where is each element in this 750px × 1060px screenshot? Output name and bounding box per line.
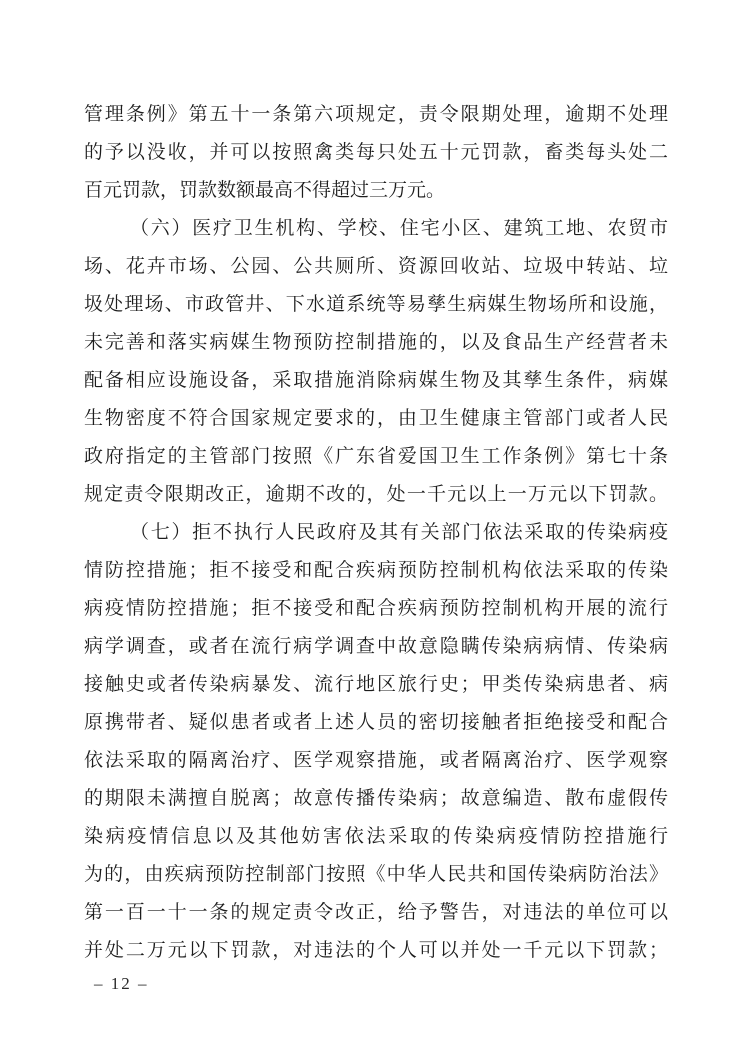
- text-line: 管理条例》第五十一条第六项规定，责令限期处理，逾期不处理: [84, 104, 668, 125]
- text-line: 依法采取的隔离治疗、医学观察措施，或者隔离治疗、医学观察: [84, 750, 668, 771]
- page-number: – 12 –: [94, 974, 149, 993]
- text-line: 第一百一十一条的规定责令改正，给予警告，对违法的单位可以: [84, 902, 668, 923]
- text-line: 染病疫情信息以及其他妨害依法采取的传染病疫情防控措施行: [84, 826, 668, 847]
- text-line: 接触史或者传染病暴发、流行地区旅行史；甲类传染病患者、病: [84, 674, 668, 695]
- text-line: 病学调查，或者在流行病学调查中故意隐瞒传染病病情、传染病: [84, 636, 668, 657]
- text-line: 配备相应设施设备，采取措施消除病媒生物及其孳生条件，病媒: [84, 370, 668, 391]
- text-line: 病疫情防控措施；拒不接受和配合疾病预防控制机构开展的流行: [84, 598, 668, 619]
- text-line: 生物密度不符合国家规定要求的，由卫生健康主管部门或者人民: [84, 408, 668, 429]
- text-line: （七）拒不执行人民政府及其有关部门依法采取的传染病疫: [130, 522, 668, 543]
- text-line: 未完善和落实病媒生物预防控制措施的，以及食品生产经营者未: [84, 332, 668, 353]
- text-line: 政府指定的主管部门按照《广东省爱国卫生工作条例》第七十条: [84, 446, 668, 467]
- text-line: 场、花卉市场、公园、公共厕所、资源回收站、垃圾中转站、垃: [84, 256, 668, 277]
- text-line: 百元罚款，罚款数额最高不得超过三万元。: [84, 180, 446, 201]
- text-line: 原携带者、疑似患者或者上述人员的密切接触者拒绝接受和配合: [84, 712, 668, 733]
- text-line: 圾处理场、市政管井、下水道系统等易孳生病媒生物场所和设施，: [84, 294, 668, 315]
- text-line: 为的，由疾病预防控制部门按照《中华人民共和国传染病防治法》: [84, 864, 668, 885]
- text-line: 的期限未满擅自脱离；故意传播传染病；故意编造、散布虚假传: [84, 788, 668, 809]
- text-block: [84, 96, 668, 970]
- text-line: 情防控措施；拒不接受和配合疾病预防控制机构依法采取的传染: [84, 560, 668, 581]
- text-line: 并处二万元以下罚款，对违法的个人可以并处一千元以下罚款；: [84, 940, 668, 961]
- text-line: （六）医疗卫生机构、学校、住宅小区、建筑工地、农贸市: [130, 218, 668, 239]
- text-line: 的予以没收，并可以按照禽类每只处五十元罚款，畜类每头处二: [84, 142, 668, 163]
- text-line: 规定责令限期改正，逾期不改的，处一千元以上一万元以下罚款。: [84, 484, 668, 505]
